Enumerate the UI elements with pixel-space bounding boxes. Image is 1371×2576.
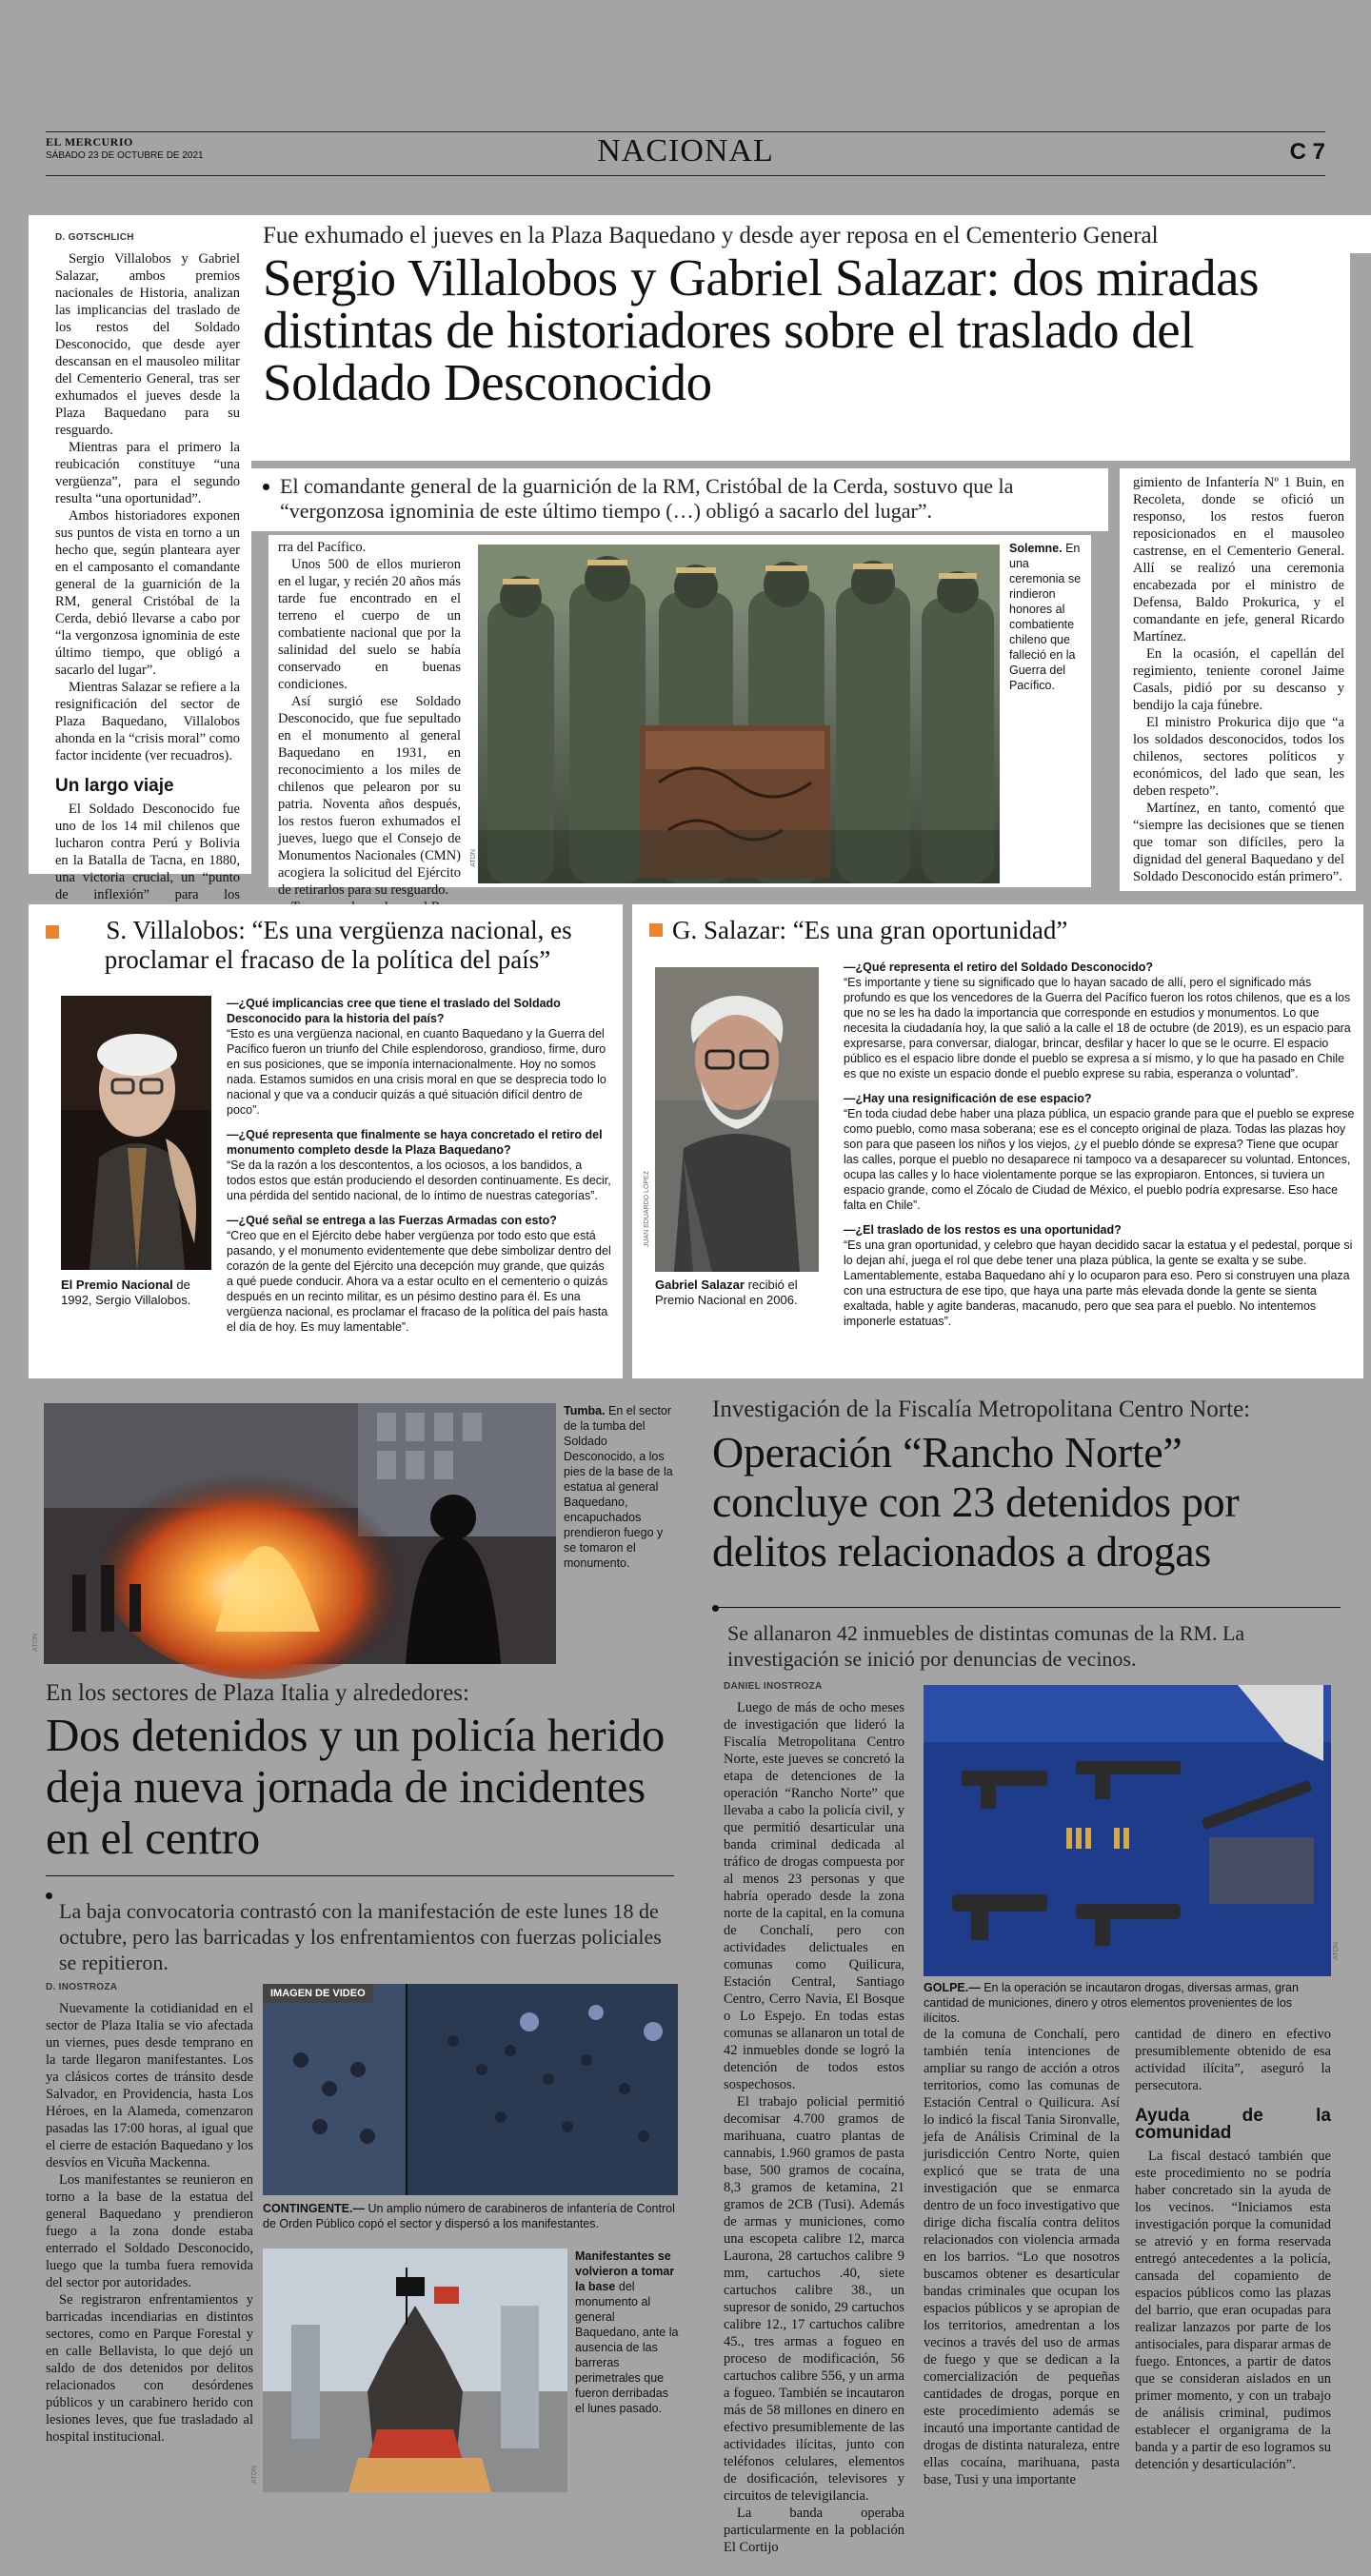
story2-lede: La baja convocatoria contrastó con la manifestación de este lunes 18 de octubre, pero las barricadas y los enfrentamientos con fuerzas policiales se repitieron.	[59, 1899, 662, 1974]
orange-square-marker	[649, 923, 663, 937]
paragraph: Unos 500 de ellos murieron en el lugar, y recién 20 años más tarde fue encontrado en el terreno el cuerpo de un combatiente nacional que por la salinidad del suelo se había conservado en buenas condiciones.	[278, 557, 461, 692]
paragraph: rra del Pacífico.	[278, 540, 367, 555]
video-illustration	[263, 1984, 678, 2195]
story3-headline: Operación “Rancho Norte” concluye con 23 detenidos por delitos relacionados a drogas	[712, 1428, 1240, 1575]
paragraph: Mientras para el primero la reubicación constituye “una vergüenza”, para el segundo resulta “una oportunidad”.	[55, 440, 240, 506]
story2-rule	[46, 1875, 674, 1876]
paragraph: Luego de más de ocho meses de investigación que lideró la Fiscalía Metropolitana Centro Norte, este jueves se concretó la etapa de detenciones de la operación “Rancho Norte” que llevaba a cabo la policía civil, y que permitió desarticular una banda criminal dedicada al tráfico de drogas compuesta por al menos 23 personas y que habría operado desde la zona norte de la capital, en la comuna de Conchalí, pero con actividades delictuales en comunas como Quilicura, Estación Central, Santiago Centro, Cerro Navia, El Bosque o Lo Espejo. En todas estas comunas se allanaron un total de 42 inmuebles donde se logró la detención de todos estos sospechosos.	[724, 1700, 904, 2092]
monument-photo-credit: ATON	[251, 2466, 258, 2484]
qa-question: —¿Qué señal se entrega a las Fuerzas Armadas con esto?	[227, 1214, 557, 1227]
orange-square-marker	[46, 925, 59, 939]
ceremony-caption-text: En una ceremonia se rindieron honores al combatiente chileno que falleció en la Guerra del Pacífico.	[1009, 542, 1082, 692]
paragraph: de la comuna de Conchalí, pero también tenía intenciones de ampliar su rango de acción a otros territorios, como las comunas de Estación Central o Quilicura. Así lo indicó la fiscal Tania Sironvalle, jefa de Análisis Criminal de la jurisdicción Centro Norte, quien explicó que se trata de una investigación que se enmarca dentro de un foco investigativo que dirige dicha fiscalía contra delitos relacionados con violencia armada en los barrios. “Lo que nosotros buscamos obtener es desarticular bandas criminales que ocupan los espacios públicos y se apropian de los territorios, amedrentan a los vecinos a través del uso de armas de fuego y que se dedican a la comercialización de pequeñas cantidades de drogas, porque en este procedimiento además se incautó una importante cantidad de drogas de distinta naturaleza, entre ellas cocaína, marihuana, pasta base, Tusi y una importante	[924, 2027, 1120, 2487]
salazar-caption: Gabriel Salazar recibió el Premio Nacional en 2006.	[655, 1278, 798, 1307]
story2-byline: D. INOSTROZA	[46, 1982, 118, 1992]
newspaper-brand: EL MERCURIO	[46, 135, 133, 149]
masthead-rule	[46, 131, 1325, 132]
ceremony-photo-credit: ATON	[470, 849, 477, 867]
qa-answer: “Es importante y tiene su significado que lo hayan sacado de allí, pero el significado más profundo es que los vencedores de la Guerra del Pacífico fueron los rotos chilenos, que es a los que no se les ha dado la importancia que corresponde en estudios y monumentos. Lo que necesita la ciudadanía hoy, la que salió a la calle el 18 de octubre (de 2019), es un espacio para expresarse, para conversar, dialogar, brincar, desfilar y hacer lo que se le ocurre. El espacio público es el espacio libre donde el pueblo se expresa a sí mismo, y lo que ha pasado en Chile es que no existe un espacio donde el pueblo exprese su rabia, esperanza o voluntad”.	[844, 976, 1351, 1080]
qa-question: —¿Hay una resignificación de ese espacio?	[844, 1092, 1092, 1105]
weapons-illustration	[924, 1685, 1331, 1976]
salazar-title: G. Salazar: “Es una gran oportunidad”	[632, 904, 1363, 945]
fire-caption: Tumba. En el sector de la tumba del Soldado Desconocido, a los pies de la base de la estatua al general Baquedano, encapuchados prendieron fuego y se tomaron el monumento.	[564, 1404, 673, 1570]
paragraph: La banda operaba particularmente en la población El Cortijo	[724, 2506, 904, 2555]
salazar-photo-credit: JUAN EDUARDO LÓPEZ	[644, 1171, 650, 1248]
story1-subhead: Un largo viaje	[55, 776, 174, 796]
story1-col1-text	[55, 250, 240, 938]
issue-date: SÁBADO 23 DE OCTUBRE DE 2021	[46, 150, 204, 161]
salazar-portrait	[655, 967, 819, 1272]
villalobos-title: S. Villalobos: “Es una vergüenza nacional, es proclamar el fracaso de la política del país”	[29, 904, 623, 975]
story2-headline: Dos detenidos y un policía herido deja nueva jornada de incidentes en el centro	[46, 1709, 666, 1864]
story1-kicker-box	[251, 215, 1371, 253]
section-title: NACIONAL	[597, 133, 774, 168]
story3-lede: Se allanaron 42 inmuebles de distintas comunas de la RM. La investigación se inició por denuncias de vecinos.	[727, 1621, 1245, 1671]
paragraph: El Soldado Desconocido fue uno de los 14 mil chilenos que lucharon contra Perú y Bolivia en la Batalla de Tacna, en 1880, una victoria crucial, un “punto de inflexión” para los	[55, 802, 240, 902]
video-caption: CONTINGENTE.— Un amplio número de carabineros de infantería de Control de Orden Público copó el sector y dispersó a los manifestantes.	[263, 2202, 675, 2230]
story1-col2	[268, 535, 470, 898]
qa-question: —¿Qué implicancias cree que tiene el traslado del Soldado Desconocido para la historia del país?	[227, 997, 561, 1025]
video-tag: IMAGEN DE VIDEO	[263, 1984, 373, 2003]
qa-answer: “Creo que en el Ejército debe haber vergüenza por todo esto que está pasando, y el monumento evidentemente que debe simbolizar dentro del corazón de la gente del Ejército una decepción muy grande, que quizás a qué puede conducir. Ahora va a estar oculto en el cementerio o quizás después en un recinto militar, es un pésimo destino para él. Es una vergüenza nacional, es proclamar el fracaso de la política del país hasta el día de hoy. Es muy lamentable”.	[227, 1229, 611, 1334]
box-villalobos	[29, 904, 623, 1378]
villalobos-portrait	[61, 996, 211, 1270]
paragraph: Así surgió ese Soldado Desconocido, que fue sepultado en el monumento al general Baquedano en 1931, en reconocimiento a los miles de chilenos que pelearon por su patria. Noventa años después, los restos fueron exhumados el jueves, luego que el Consejo de Monumentos Nacionales (CMN) acogiera la solicitud del Ejército de retirarlos para su resguardo.	[278, 694, 461, 898]
paragraph: Nuevamente la cotidianidad en el sector de Plaza Italia se vio afectada un viernes, pues desde temprano en la tarde llegaron manifestantes. Los ya clásicos cortes de tránsito desde Salvador, en Providencia, hasta Los Héroes, en la Alameda, comenzaron pasadas las 17:00 horas, al igual que el cierre de estación Baquedano y los desvíos en Vicuña Mackenna.	[46, 2001, 253, 2170]
story1-lede-box	[251, 468, 1108, 531]
paragraph: Los manifestantes se reunieron en torno a la base de la estatua del general Baquedano y prendieron fuego a la zona donde estaba enterrado el Soldado Desconocido, luego que la tumba fuera removida del sector por autoridades.	[46, 2172, 253, 2290]
lede-bullet	[712, 1605, 719, 1612]
story3-col3	[1135, 2026, 1331, 2549]
qa-question: —¿Qué representa el retiro del Soldado Desconocido?	[844, 961, 1154, 974]
story1-headline-box	[251, 249, 1350, 461]
video-still	[263, 1984, 678, 2195]
paragraph: Martínez, en tanto, comentó que “siempre las decisiones que se tienen que tomar son difíciles, pero la dignidad del general Baquedano y del Soldado Desconocido están primero”.	[1133, 801, 1344, 884]
fire-illustration	[44, 1403, 556, 1664]
weapons-caption: GOLPE.— En la operación se incautaron drogas, diversas armas, gran cantidad de municiones, dinero y otros elementos provenientes de los ilícitos.	[924, 1981, 1299, 2025]
paragraph: El ministro Prokurica dijo que “a los soldados desconocidos, todos los chilenos, sectores políticos y económicos, del lado que sean, les deben respeto”.	[1133, 715, 1344, 799]
story1-col4	[1120, 468, 1356, 891]
villalobos-portrait-illustration	[61, 996, 211, 1270]
ceremony-illustration	[478, 545, 1000, 883]
qa-question: —¿Qué representa que finalmente se haya concretado el retiro del monumento completo desde la Plaza Baquedano?	[227, 1128, 603, 1157]
masthead-left	[46, 135, 427, 161]
story3-col1	[724, 1681, 904, 2555]
story3-subhead: Ayuda de la comunidad	[1135, 2106, 1331, 2143]
lede-bullet	[46, 1892, 52, 1899]
qa-question: —¿El traslado de los restos es una oportunidad?	[844, 1223, 1122, 1237]
villalobos-caption: El Premio Nacional de 1992, Sergio Villalobos.	[61, 1278, 191, 1307]
page-number: C 7	[1289, 139, 1325, 165]
qa-answer: “Es una gran oportunidad, y celebro que hayan decidido sacar la estatua y el pedestal, porque si lo dejan ahí, juega el rol que debe tener una plaza pública, la gente se exalta y se sube. Lamentablemente, estaba Baquedano ahí y lo ocuparon para eso. Pero si construyen una plaza con una estructura de ese tipo, que haya una parte más elevada donde la gente se sienta exaltada, hable y agite banderas, macanudo, pero que sea para el pueblo. No intentemos imponerle estatuas”.	[844, 1238, 1353, 1328]
qa-answer: “Se da la razón a los descontentos, a los ociosos, a los bandidos, a todos estos que están produciendo el desorden continuamente. Es decir, una pérdida del sentido nacional, de lo íntimo de nuestras categorías”.	[227, 1159, 611, 1202]
weapons-photo-credit: ATON	[1333, 1942, 1340, 1960]
paragraph: gimiento de Infantería Nº 1 Buin, en Recoleta, donde se ofició un responso, los restos fueron reposicionados en el mausoleo castrense, en el Cementerio General. Allí se realizó una ceremonia encabezada por el ministro de Defensa, Baldo Prokurica, y el comandante en jefe, general Ricardo Martínez.	[1133, 475, 1344, 644]
paragraph: El trabajo policial permitió decomisar 4.700 gramos de marihuana, cuatro plantas de cannabis, 1.960 gramos de pasta base, 500 gramos de cocaína, 8,3 gramos de ketamina, 21 gramos de 2CB (Tusi). Además de armas y municiones, como una escopeta calibre 12, marca Laurona, 28 cartuchos calibre 9 mm, cartuchos .40, siete cartuchos calibre 38., un supresor de sonido, 29 cartuchos calibre 12., 17 cartuchos calibre 45., tres armas a fogueo en proceso de modificación, 56 cartuchos calibre 556, y un arma a fogueo. También se incautaron más de 58 millones en dinero en efectivo presumiblemente de las actividades ilícitas, junto con teléfonos celulares, elementos de dosificación, televisores y circuitos de televigilancia.	[724, 2094, 904, 2504]
masthead-rule-bottom	[46, 175, 1325, 176]
paragraph: cantidad de dinero en efectivo presumiblemente obtenido de esa actividad ilícita”, aseguró la persecutora.	[1135, 2027, 1331, 2093]
paragraph: Se registraron enfrentamientos y barricadas incendiarias en distintos sectores, como en Parque Forestal y en calle Bellavista, lo que dejó un saldo de dos detenidos por delitos relacionados con desórdenes públicos y un carabinero herido con lesiones leves, que fue trasladado al hospital institucional.	[46, 2292, 253, 2445]
paragraph: La fiscal destacó también que este procedimiento no se podría haber concretado sin la ayuda de los vecinos. “Iniciamos esta investigación porque la comunidad se atrevió y en forma reservada entregó antecedentes a la policía, cansada del copamiento de espacios públicos como las plazas del barrio, que eran ocupadas para realizar lanzazos por parte de los antisociales, para disparar armas de fuego. Entonces, a partir de datos que se consideran aislados en un primer momento, y con un trabajo de análisis criminal, pudimos establecer el organigrama de la banda y a partir de eso logramos su detención y desarticulación”.	[1135, 2149, 1331, 2472]
paragraph: Sergio Villalobos y Gabriel Salazar, ambos premios nacionales de Historia, analizan las implicancias del traslado de los restos del Soldado Desconocido, que desde ayer descansan en el mausoleo militar del Cementerio General, tras ser exhumados el jueves desde la Plaza Baquedano para su resguardo.	[55, 251, 240, 438]
story1-headline: Sergio Villalobos y Gabriel Salazar: dos miradas distintas de historiadores sobre el traslado del Soldado Desconocido	[263, 248, 1260, 411]
salazar-qa	[844, 960, 1356, 1375]
paragraph: Ambos historiadores exponen sus puntos de vista en torno a un hecho que, según planteara ayer en el camposanto el comandante general de la guarnición de la RM, general Cristóbal de la Cerda, debió llevarse a cabo por “la vergonzosa ignominia de este último tiempo, que obligó a sacarlo del lugar”.	[55, 508, 240, 678]
story1-kicker: Fue exhumado el jueves en la Plaza Baquedano y desde ayer reposa en el Cementerio General	[263, 223, 1159, 248]
story2-kicker: En los sectores de Plaza Italia y alrededores:	[46, 1680, 469, 1706]
fire-photo	[44, 1403, 556, 1664]
fire-photo-credit: ATON	[32, 1634, 39, 1652]
ceremony-caption	[1009, 541, 1085, 693]
monument-caption: Manifestantes se volvieron a tomar la base del monumento al general Baquedano, ante la ausencia de las barreras perimetrales que fueron derribadas el lunes pasado.	[575, 2249, 679, 2415]
ceremony-photo	[478, 545, 1000, 883]
monument-photo	[263, 2249, 567, 2492]
ceremony-photo-frame	[470, 535, 1091, 887]
salazar-portrait-illustration	[655, 967, 819, 1272]
qa-answer: “Esto es una vergüenza nacional, en cuanto Baquedano y la Guerra del Pacífico fueron un triunfo del Chile esplendoroso, grandioso, firme, duro en sus posiciones, que se imponía internacionalmente. Hoy no somos nada. Estamos sumidos en una crisis moral en que se desprecia todo lo nacional y que va a conducir quizás a qué situación difícil dentro de poco”.	[227, 1027, 606, 1117]
lede-bullet	[263, 484, 269, 490]
qa-answer: “En toda ciudad debe haber una plaza pública, un espacio grande para que el pueblo se exprese como pueblo, como masa soberana; ese es el concepto original de plaza. Todas las plazas hoy son para que paseen los niños y los viejos, ¿y el pueblo dónde se expresa? Tiene que ocupar las calles, porque el pueblo no desaparece ni tampoco va a desaparecer su voluntad. Entonces, ocupa las calles y lo hace violentamente porque se las expropiaron. Entonces, si tuviera un espacio grande, como el Zócalo de Ciudad de México, el pueblo podría expresarse. Eso hace falta en Chile”.	[844, 1107, 1355, 1212]
story3-rule	[712, 1607, 1341, 1608]
weapons-photo	[924, 1685, 1331, 1976]
story2-body	[46, 1982, 253, 2496]
story3-byline: DANIEL INOSTROZA	[724, 1681, 823, 1692]
villalobos-qa	[227, 996, 611, 1377]
story1-lede: El comandante general de la guarnición de la RM, Cristóbal de la Cerda, sostuvo que la “vergonzosa ignominia de este último tiempo (…) obligó a sacarlo del lugar”.	[280, 474, 1014, 523]
paragraph: En la ocasión, el capellán del regimiento, teniente coronel Jaime Casals, pidió por su descanso y bendijo la caja fúnebre.	[1133, 646, 1344, 713]
paragraph: Mientras Salazar se refiere a la resignificación del sector de Plaza Baquedano, Villalobos ahonda en la “crisis moral” como factor incidente (ver recuadros).	[55, 680, 240, 763]
ceremony-caption-title: Solemne.	[1009, 542, 1063, 555]
story1-col1	[29, 215, 251, 902]
monument-illustration	[263, 2249, 567, 2492]
box-salazar	[632, 904, 1363, 1378]
story1-byline: D. GOTSCHLICH	[55, 232, 134, 243]
story3-kicker: Investigación de la Fiscalía Metropolitana Centro Norte:	[712, 1397, 1251, 1422]
story3-col2	[924, 2026, 1120, 2549]
